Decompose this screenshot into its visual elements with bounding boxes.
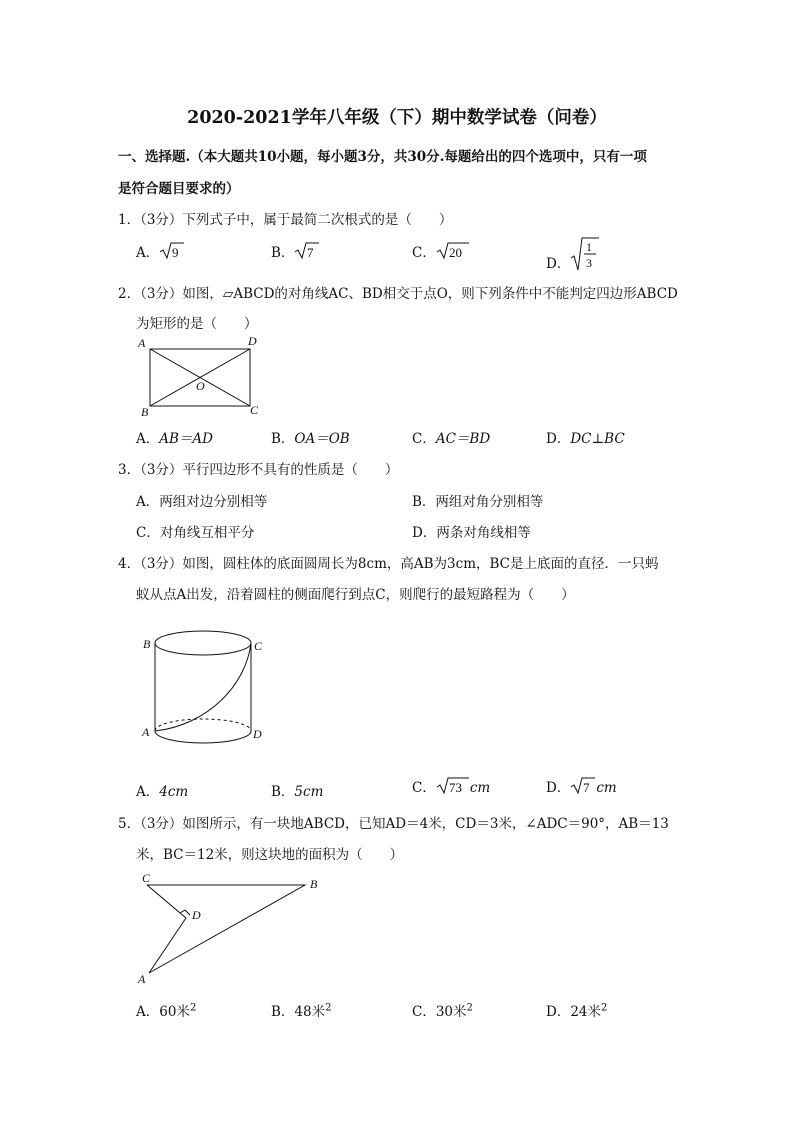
sqrt-icon bbox=[436, 241, 470, 261]
question-text: （3分）如图，▱ABCD的对角线AC、BD相交于点O，则下列条件中不能判定四边形ABCD bbox=[140, 286, 678, 302]
question-text: （3分）如图，圆柱体的底面圆周长为8cm，高AB为3cm，BC是上底面的直径．一只蚂 bbox=[140, 556, 659, 572]
q5-option-d[interactable]: D．24米$^2$ bbox=[546, 1002, 608, 1020]
q1-option-b[interactable]: B． 7 bbox=[271, 241, 320, 261]
vertex-label-b: B bbox=[310, 877, 318, 891]
q4-option-d[interactable]: D． 7 cm bbox=[546, 776, 617, 796]
q3-option-a[interactable]: A．两组对边分别相等 bbox=[136, 494, 268, 510]
vertex-label-c: C bbox=[250, 403, 259, 417]
page-title: 2020-2021学年八年级（下）期中数学试卷（问卷） bbox=[187, 108, 607, 128]
question-5-line2: 米，BC＝12米，则这块地的面积为（ ） bbox=[136, 847, 404, 863]
fraction-denominator: 3 bbox=[586, 256, 593, 270]
vertex-label-d: D bbox=[192, 908, 201, 922]
section-header-line1: 一、选择题.（本大题共10小题，每小题3分，共30分.每题给出的四个选项中，只有一项 bbox=[118, 149, 647, 165]
vertex-label-c: C bbox=[142, 871, 151, 885]
radicand: 73 bbox=[448, 780, 462, 795]
question-3 bbox=[118, 458, 398, 478]
radicand: 20 bbox=[448, 245, 462, 260]
q1-option-a[interactable]: A． 9 bbox=[136, 241, 185, 261]
q1-option-c[interactable]: C． 20 bbox=[412, 241, 470, 261]
vertex-label-d: D bbox=[248, 334, 257, 348]
question-5-line1 bbox=[118, 812, 669, 832]
q5-option-c[interactable]: C．30米$^2$ bbox=[412, 1002, 473, 1020]
question-number: 3． bbox=[118, 462, 141, 478]
question-text: （3分）平行四边形不具有的性质是（ ） bbox=[140, 462, 399, 478]
question-number: 4． bbox=[118, 556, 141, 572]
q5-option-a[interactable]: A．60米$^2$ bbox=[136, 1002, 197, 1020]
quadrilateral-figure bbox=[134, 870, 334, 988]
sqrt-fraction-icon bbox=[570, 236, 600, 272]
question-1 bbox=[118, 208, 452, 228]
q2-option-b[interactable]: B．OA＝OB bbox=[271, 431, 350, 447]
q3-option-c[interactable]: C．对角线互相平分 bbox=[136, 525, 255, 541]
radicand: 7 bbox=[583, 780, 590, 795]
section-header-line2: 是符合题目要求的） bbox=[118, 181, 240, 197]
question-4-line1 bbox=[118, 552, 659, 572]
q2-option-a[interactable]: A．AB＝AD bbox=[136, 431, 213, 447]
question-4-line2: 蚁从点A出发，沿着圆柱的侧面爬行到点C，则爬行的最短路程为（ ） bbox=[136, 587, 575, 603]
q5-option-b[interactable]: B．48米$^2$ bbox=[271, 1002, 332, 1020]
q4-option-b[interactable]: B．5cm bbox=[271, 784, 324, 800]
vertex-label-a: A bbox=[138, 972, 146, 986]
vertex-label-c: C bbox=[254, 639, 263, 653]
fraction-numerator: 1 bbox=[586, 240, 593, 254]
vertex-label-a: A bbox=[138, 336, 146, 350]
q3-option-d[interactable]: D．两条对角线相等 bbox=[412, 525, 531, 541]
center-label-o: O bbox=[196, 379, 205, 393]
q1-option-d[interactable]: D． 1 3 bbox=[546, 236, 600, 272]
question-2-line2: 为矩形的是（ ） bbox=[136, 316, 258, 332]
radicand: 9 bbox=[172, 245, 179, 260]
question-number: 1． bbox=[118, 212, 141, 228]
question-number: 2． bbox=[118, 286, 141, 302]
question-number: 5． bbox=[118, 816, 141, 832]
question-text: （3分）如图所示，有一块地ABCD，已知AD＝4米，CD＝3米，∠ADC＝90°，AB＝13 bbox=[140, 816, 669, 832]
q4-option-a[interactable]: A．4cm bbox=[136, 784, 189, 800]
rectangle-figure bbox=[134, 332, 266, 420]
q2-option-d[interactable]: D．DC⊥BC bbox=[546, 431, 625, 447]
cylinder-figure bbox=[138, 625, 270, 759]
sqrt-icon bbox=[159, 241, 185, 261]
vertex-label-b: B bbox=[143, 637, 151, 651]
radicand: 7 bbox=[307, 245, 314, 260]
sqrt-icon bbox=[436, 776, 470, 796]
sqrt-icon bbox=[570, 776, 596, 796]
vertex-label-d: D bbox=[253, 727, 262, 741]
q3-option-b[interactable]: B．两组对角分别相等 bbox=[412, 494, 544, 510]
vertex-label-a: A bbox=[142, 725, 150, 739]
q2-option-c[interactable]: C．AC＝BD bbox=[412, 431, 491, 447]
question-text: （3分）下列式子中，属于最简二次根式的是（ ） bbox=[140, 212, 453, 228]
question-2-line1 bbox=[118, 282, 678, 302]
vertex-label-b: B bbox=[141, 405, 149, 419]
q4-option-c[interactable]: C． 73 cm bbox=[412, 776, 490, 796]
sqrt-icon bbox=[294, 241, 320, 261]
